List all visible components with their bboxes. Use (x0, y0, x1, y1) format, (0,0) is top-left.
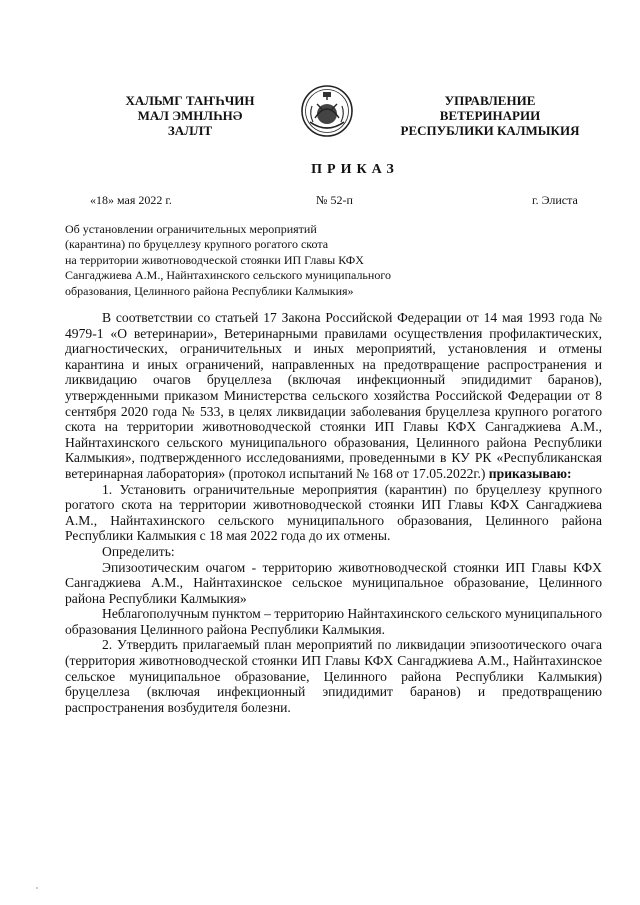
order-number: № 52-п (316, 193, 353, 207)
preamble-paragraph (65, 310, 602, 482)
header-right-line-3: РЕСПУБЛИКИ КАЛМЫКИЯ (400, 123, 580, 138)
subject-line-2: (карантина) по бруцеллезу крупного рогатого скота (65, 237, 329, 252)
header-right-line-1: УПРАВЛЕНИЕ (444, 93, 536, 108)
item-1-paragraph: 1. Установить ограничительные мероприятия (карантин) по бруцеллезу крупного рогатого скота на территории животноводческой стоянки ИП Главы КФХ Сангаджиева А.М., Найнтахинского сельского муниципального образования, Целинного района Республики Калмыкия с 18 мая 2022 года до их отмены. (65, 481, 602, 544)
item-2-paragraph: 2. Утвердить прилагаемый план мероприятий по ликвидации эпизоотического очага (территория животноводческой стоянки ИП Главы КФХ Сангаджиева А.М., Найнтахинское сельское муниципальное образование, Целинного района Республики Калмыкия) бруцеллеза (включая инфекционный эпидидимит баранов) и предотвращению распространения возбудителя болезни. (65, 637, 602, 715)
coat-of-arms-emblem (300, 84, 354, 138)
order-subject (65, 222, 435, 299)
header-right-russian (395, 93, 585, 138)
header-left-line-3: ЗАЛЛТ (167, 123, 213, 138)
header-left-line-2: МАЛ ЭМНЛҺНӘ (137, 108, 243, 123)
document-title: ПРИКАЗ (311, 162, 399, 177)
subject-line-1: Об установлении ограничительных мероприятий (65, 222, 317, 236)
define-paragraph: Определить: (102, 543, 175, 559)
order-date: «18» мая 2022 г. (90, 193, 172, 207)
order-body (65, 310, 602, 715)
header-left-kalmyk (110, 93, 270, 138)
order-directive: приказываю: (488, 465, 572, 481)
header-left-line-1: ХАЛЬМГ ТАҤҺЧИН (125, 93, 255, 108)
order-city: г. Элиста (532, 193, 578, 207)
unfavorable-point-paragraph: Неблагополучным пунктом – территорию Найнтахинского сельского муниципального образования Целинного района Республики Калмыкия. (65, 606, 602, 637)
header-right-line-2: ВЕТЕРИНАРИИ (439, 108, 541, 123)
subject-line-5: образования, Целинного района Республики Калмыкия» (65, 283, 354, 298)
page-speck (36, 887, 38, 889)
epizootic-focus-paragraph: Эпизоотическим очагом - территорию животноводческой стоянки ИП Главы КФХ Сангаджиева А.М., Найнтахинское сельское муниципальное образование, Целинного района Республики Калмыкия» (65, 559, 602, 606)
preamble-text: В соответствии со статьей 17 Закона Российской Федерации от 14 мая 1993 года № 4979-1 «О ветеринарии», Ветеринарными правилами осуществления профилактических, диагностических, ограничительных и иных мероприятий, установления и отмены карантина и иных ограничений, направленных на предотвращение распространения и ликвидацию очагов бруцеллеза (включая инфекционный эпидидимит баранов), утвержденными приказом Министерства сельского хозяйства Российской Федерации от 8 сентября 2020 года № 533, в целях ликвидации заболевания бруцеллеза крупного рогатого скота на территории животноводческой стоянки ИП Главы КФХ Сангаджиева А.М., Найнтахинского сельского муниципального образования, Целинного района Республики Калмыкия», подтвержденного исследованиями, проведенными в КУ РК «Республиканская ветеринарная лаборатория» (протокол испытаний № 168 от 17.05.2022г.) (65, 310, 602, 481)
subject-line-3: на территории животноводческой стоянки ИП Главы КФХ (65, 252, 364, 267)
subject-line-4: Сангаджиева А.М., Найнтахинского сельского муниципального (65, 268, 391, 283)
